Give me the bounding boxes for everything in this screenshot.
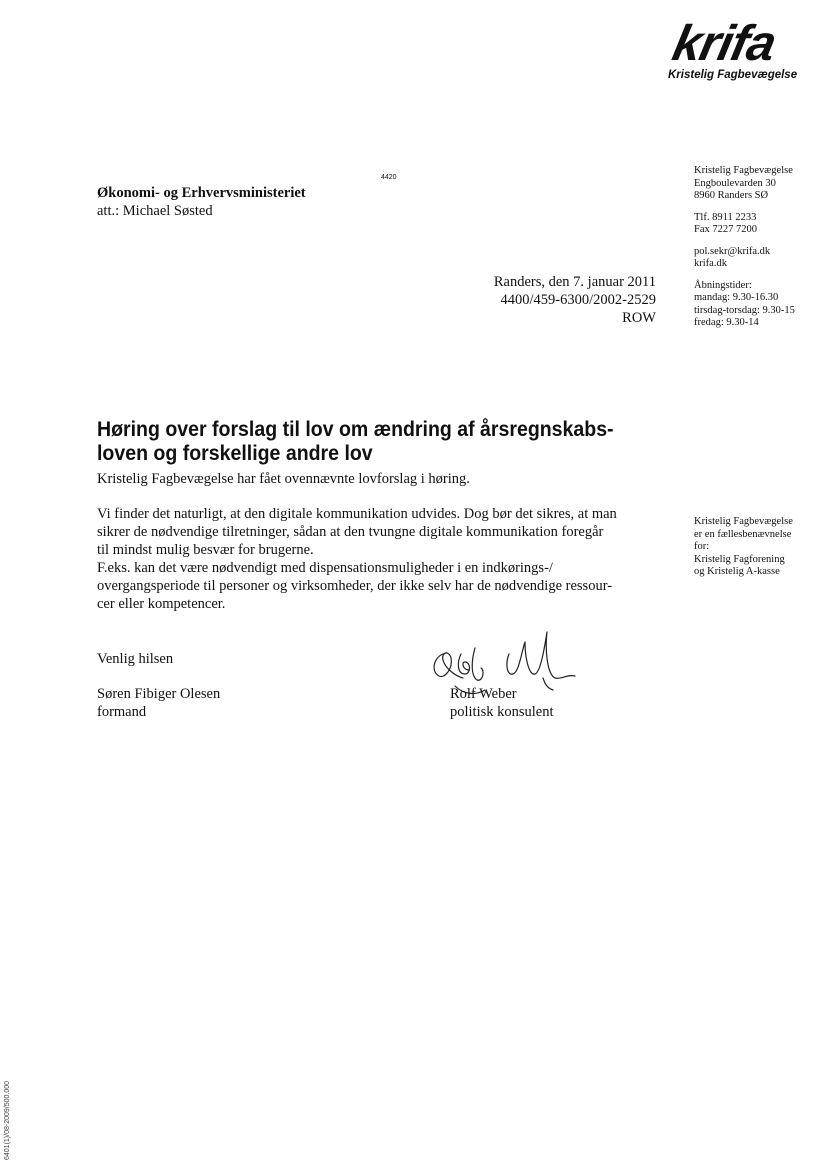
sidebar-note-line: og Kristelig A-kasse: [694, 566, 780, 577]
body-line: til mindst mulig besvær for brugerne.: [97, 542, 314, 558]
sidebar-hours-title: Åbningstider:: [694, 279, 752, 291]
letter-body: [97, 505, 667, 613]
date-block: [494, 273, 656, 327]
logo-tagline: Kristelig Fagbevægelse: [668, 69, 798, 81]
logo-wordmark: krifa: [668, 15, 781, 71]
signatory-left: [97, 685, 220, 721]
sidebar-street: Engboulevarden 30: [694, 177, 776, 189]
sidebar-city: 8960 Randers SØ: [694, 190, 769, 201]
letter-initials: ROW: [622, 310, 656, 326]
body-line: sikrer de nødvendige tilretninger, sådan at den tvungne digitale kommunikation foregår: [97, 524, 604, 540]
sidebar-note-line: er en fællesbenævnelse: [694, 528, 792, 540]
recipient-block: [97, 184, 306, 220]
sidebar-fax: Fax 7227 7200: [694, 224, 757, 235]
letter-date: Randers, den 7. januar 2011: [493, 274, 656, 290]
recipient-att: att.: Michael Søsted: [97, 203, 213, 219]
signatory-left-title: formand: [97, 704, 147, 720]
body-paragraph-2: [97, 559, 667, 613]
body-paragraph-1: [97, 505, 667, 559]
krifa-logo: [664, 15, 814, 86]
recipient-org: Økonomi- og Erhvervsministeriet: [97, 185, 306, 201]
signatory-right: [450, 685, 554, 721]
sidebar-phone: Tlf. 8911 2233: [694, 211, 757, 223]
heading-line-1: Høring over forslag til lov om ændring af årsregnskabs-: [97, 418, 614, 441]
signatory-right-name: Rolf Weber: [450, 686, 517, 702]
letter-reference: 4400/459-6300/2002-2529: [500, 292, 656, 308]
body-line: overgangsperiode til personer og virksomheder, der ikke selv har de nødvendige ressour-: [97, 578, 613, 594]
letter-heading: [97, 418, 627, 466]
sidebar-contact: [694, 165, 795, 330]
body-line: F.eks. kan det være nødvendigt med dispensationsmuligheder i en indkørings-/: [97, 560, 553, 576]
sidebar-web[interactable]: krifa.dk: [694, 258, 727, 269]
sidebar-email[interactable]: pol.sekr@krifa.dk: [694, 245, 771, 257]
footer-print-code: 6401(1)/08-2009/500.000: [4, 1080, 11, 1160]
body-line: cer eller kompetencer.: [97, 596, 226, 612]
closing-greeting: Venlig hilsen: [97, 651, 174, 667]
sidebar-name: Kristelig Fagbevægelse: [694, 165, 793, 176]
sidebar-hours-fri: fredag: 9.30-14: [694, 317, 759, 328]
sidebar-note-line: Kristelig Fagbevægelse: [694, 516, 793, 527]
sidebar-hours-tue-thu: tirsdag-torsdag: 9.30-15: [694, 304, 795, 316]
sidebar-hours-mon: mandag: 9.30-16.30: [694, 292, 779, 303]
sidebar-note-line: for:: [694, 541, 710, 552]
sidebar-note: [694, 516, 793, 579]
sidebar-note-line: Kristelig Fagforening: [694, 553, 785, 565]
body-line: Vi finder det naturligt, at den digitale kommunikation udvides. Dog bør det sikres, at man: [97, 506, 617, 522]
intro-text: Kristelig Fagbevægelse har fået ovennævnte lovforslag i høring.: [97, 471, 470, 487]
signatory-left-name: Søren Fibiger Olesen: [97, 686, 221, 702]
heading-line-2: loven og forskellige andre lov: [97, 442, 373, 465]
signatory-right-title: politisk konsulent: [450, 704, 554, 720]
ref-code: 4420: [381, 174, 397, 181]
